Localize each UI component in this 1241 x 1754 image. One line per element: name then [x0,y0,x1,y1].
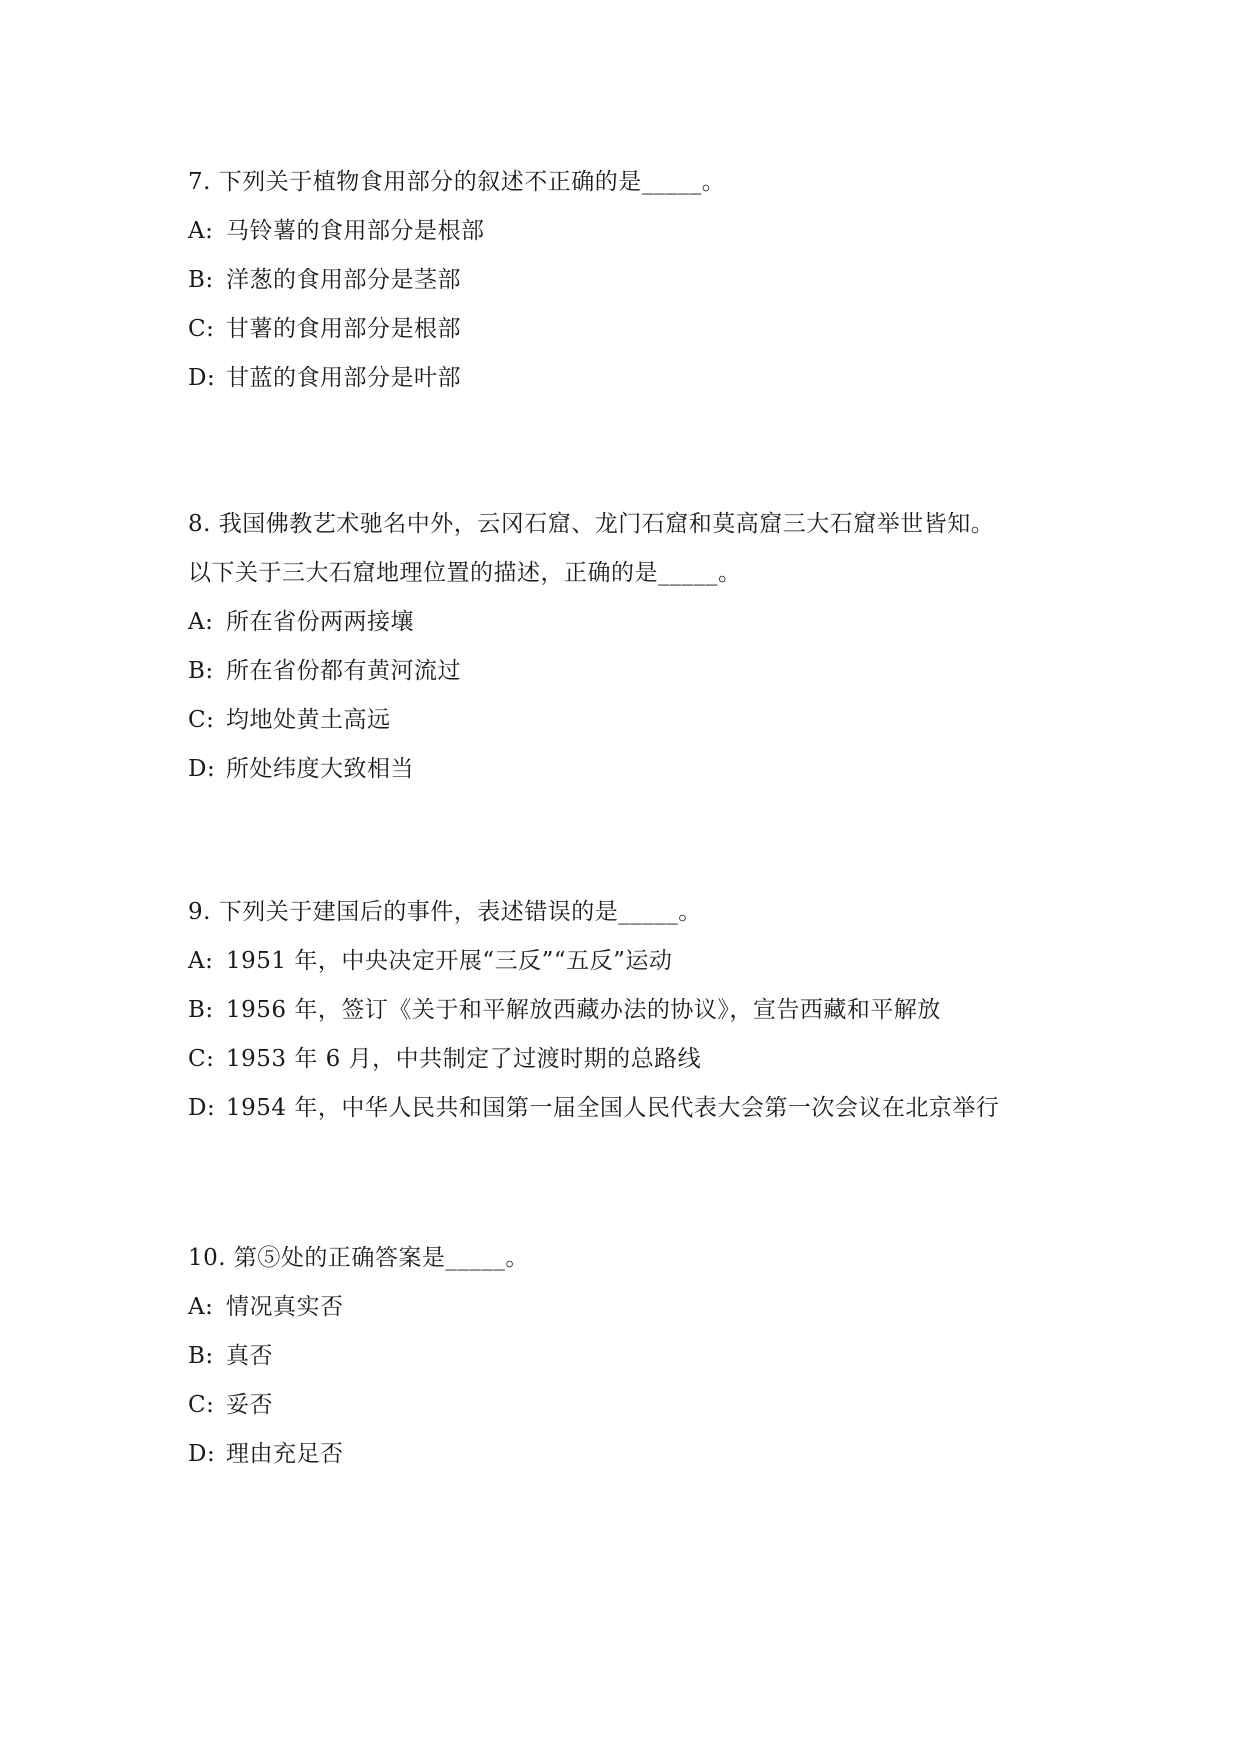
option-letter: C: [188,1392,215,1418]
option-c [188,1035,1088,1084]
option-letter: B: [188,1343,214,1369]
option-c [188,305,1088,354]
option-text: 理由充足否 [226,1441,344,1467]
option-a [188,598,1088,647]
question-8 [188,500,1088,794]
option-d [188,1084,1088,1133]
option-letter: C: [188,707,215,733]
option-text: 1956 年，签订《关于和平解放西藏办法的协议》，宣告西藏和平解放 [226,997,941,1023]
option-d [188,745,1088,794]
option-letter: B: [188,658,214,684]
option-text: 甘薯的食用部分是根部 [226,316,461,342]
option-text: 妥否 [226,1392,273,1418]
option-letter: A: [188,948,214,974]
option-text: 甘蓝的食用部分是叶部 [226,365,461,391]
option-text: 情况真实否 [226,1294,344,1320]
question-stem: 8. 我国佛教艺术驰名中外，云冈石窟、龙门石窟和莫高窟三大石窟举世皆知。 [188,511,995,537]
option-text: 均地处黄土高远 [226,707,391,733]
option-letter: A: [188,1294,214,1320]
option-letter: C: [188,1046,215,1072]
option-letter: D: [188,365,216,391]
option-letter: A: [188,218,214,244]
option-letter: D: [188,1095,216,1121]
option-b [188,647,1088,696]
option-text: 1953 年 6 月，中共制定了过渡时期的总路线 [226,1046,702,1072]
option-letter: B: [188,267,214,293]
option-letter: A: [188,609,214,635]
option-letter: D: [188,756,216,782]
option-b [188,1332,1088,1381]
option-text: 1951 年，中央决定开展“三反”“五反”运动 [226,948,673,974]
option-text: 真否 [226,1343,273,1369]
option-d [188,1430,1088,1479]
option-text: 所在省份两两接壤 [226,609,414,635]
option-text: 马铃薯的食用部分是根部 [226,218,485,244]
question-stem: 10. 第⑤处的正确答案是_____。 [188,1245,529,1271]
question-stem: 9. 下列关于建国后的事件，表述错误的是_____。 [188,899,702,925]
option-b [188,256,1088,305]
question-stem-continued: 以下关于三大石窟地理位置的描述，正确的是_____。 [188,560,742,586]
option-letter: D: [188,1441,216,1467]
option-a [188,937,1088,986]
option-c [188,1381,1088,1430]
option-c [188,696,1088,745]
option-letter: B: [188,997,214,1023]
question-9 [188,888,1088,1133]
option-text: 所在省份都有黄河流过 [226,658,461,684]
option-b [188,986,1088,1035]
option-text: 洋葱的食用部分是茎部 [226,267,461,293]
option-text: 所处纬度大致相当 [226,756,414,782]
question-10 [188,1234,1088,1479]
option-text: 1954 年，中华人民共和国第一届全国人民代表大会第一次会议在北京举行 [226,1095,1000,1121]
question-7 [188,158,1088,403]
option-a [188,1283,1088,1332]
option-a [188,207,1088,256]
option-letter: C: [188,316,215,342]
option-d [188,354,1088,403]
question-stem: 7. 下列关于植物食用部分的叙述不正确的是_____。 [188,169,726,195]
